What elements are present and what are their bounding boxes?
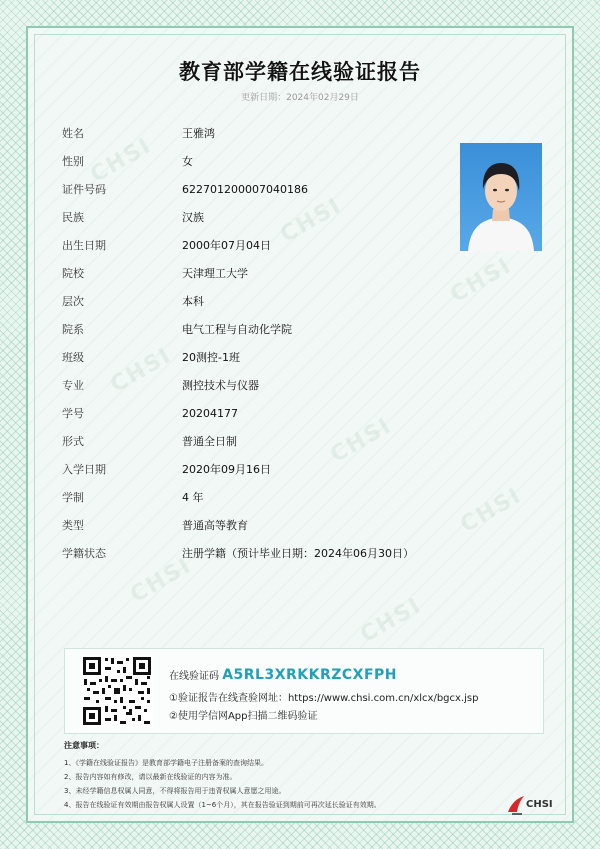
field-label: 专业 — [62, 379, 84, 392]
field-value: 20测控-1班 — [182, 351, 240, 364]
field-row — [62, 347, 240, 367]
field-value: 普通全日制 — [182, 435, 237, 448]
update-date: 更新日期：2024年02月29日 — [241, 93, 359, 103]
chsi-logo — [506, 792, 556, 816]
field-label: 班级 — [62, 351, 84, 364]
note-item: 4、报告在线验证有效期由报告权属人设置（1~6个月），其在报告验证到期前可再次延长验证有效期。 — [64, 801, 381, 809]
field-value: 女 — [182, 155, 193, 168]
report-paper — [26, 26, 574, 823]
verification-box — [64, 648, 544, 734]
field-label: 姓名 — [62, 127, 84, 140]
field-label: 形式 — [62, 435, 84, 448]
field-value: 电气工程与自动化学院 — [182, 323, 292, 336]
watermark: CHSI — [106, 343, 177, 398]
portrait-icon — [460, 143, 542, 251]
watermark: CHSI — [126, 553, 197, 608]
field-row — [62, 179, 308, 199]
student-photo — [460, 143, 542, 251]
notes-title: 注意事项： — [64, 741, 104, 750]
verification-app-line: ②使用学信网App扫描二维码验证 — [169, 711, 318, 722]
report-title: 教育部学籍在线验证报告 — [179, 60, 421, 84]
field-value: 天津理工大学 — [182, 267, 248, 280]
field-label: 证件号码 — [62, 183, 106, 196]
field-value: 注册学籍（预计毕业日期：2024年06月30日） — [182, 547, 414, 560]
field-row — [62, 207, 204, 227]
field-label: 性别 — [62, 155, 84, 168]
watermark: CHSI — [456, 483, 527, 538]
field-row — [62, 151, 193, 171]
field-value: 2000年07月04日 — [182, 239, 271, 252]
field-label: 院校 — [62, 267, 84, 280]
field-value: 2020年09月16日 — [182, 463, 271, 476]
field-row — [62, 235, 271, 255]
field-value: 4 年 — [182, 491, 204, 504]
field-row — [62, 263, 248, 283]
field-row — [62, 375, 259, 395]
watermark: CHSI — [276, 193, 347, 248]
watermark: CHSI — [86, 133, 157, 188]
verification-url-line: ①验证报告在线查验网址：https://www.chsi.com.cn/xlcx/bgcx.jsp — [169, 693, 479, 704]
field-value: 本科 — [182, 295, 204, 308]
field-value: 王雅鸿 — [182, 127, 215, 140]
field-label: 学号 — [62, 407, 84, 420]
field-value: 测控技术与仪器 — [182, 379, 259, 392]
verification-code: A5RL3XRKKRZCXFPH — [222, 667, 398, 683]
note-item: 3、未经学籍信息权属人同意，不得将报告用于违背权属人意愿之用途。 — [64, 787, 286, 795]
note-item: 2、报告内容如有修改，请以最新在线验证的内容为准。 — [64, 773, 237, 781]
chsi-logo-icon — [506, 792, 526, 816]
watermark: CHSI — [326, 413, 397, 468]
logo-text: CHSI — [526, 799, 553, 810]
field-row — [62, 515, 248, 535]
field-label: 民族 — [62, 211, 84, 224]
field-row — [62, 487, 204, 507]
verification-code-row — [169, 667, 397, 683]
field-row — [62, 543, 414, 563]
field-label: 出生日期 — [62, 239, 106, 252]
field-row — [62, 319, 292, 339]
field-value: 622701200007040186 — [182, 182, 308, 196]
qr-code-icon[interactable] — [81, 655, 153, 727]
watermark: CHSI — [446, 253, 517, 308]
field-label: 入学日期 — [62, 463, 106, 476]
field-label: 类型 — [62, 519, 84, 532]
field-value: 汉族 — [182, 211, 204, 224]
field-value: 普通高等教育 — [182, 519, 248, 532]
field-row — [62, 403, 238, 423]
field-label: 学制 — [62, 491, 84, 504]
field-value: 20204177 — [182, 406, 238, 420]
note-item: 1、《学籍在线验证报告》是教育部学籍电子注册备案的查询结果。 — [64, 759, 268, 767]
field-label: 学籍状态 — [62, 547, 106, 560]
field-row — [62, 123, 215, 143]
field-label: 院系 — [62, 323, 84, 336]
field-row — [62, 459, 271, 479]
field-row — [62, 431, 237, 451]
field-label: 层次 — [62, 295, 84, 308]
verification-code-label: 在线验证码 — [169, 671, 219, 682]
field-row — [62, 291, 204, 311]
watermark: CHSI — [356, 593, 427, 648]
